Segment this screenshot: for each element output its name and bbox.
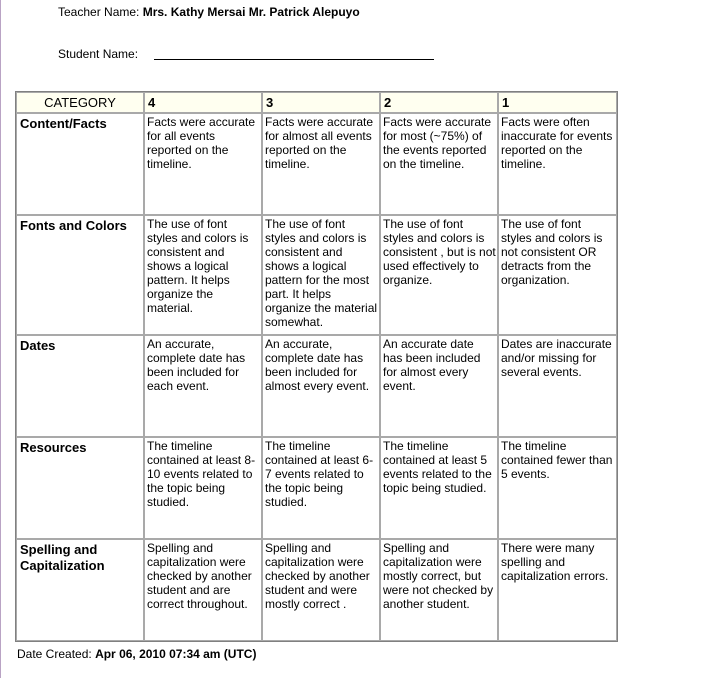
rubric-header-row (16, 92, 617, 113)
rubric-cell: The use of font styles and colors is consistent and shows a logical pattern. It helps organize the material. (144, 215, 262, 335)
teacher-name-line (58, 5, 360, 19)
student-name-label: Student Name: (58, 47, 139, 61)
teacher-name-value: Mrs. Kathy Mersai Mr. Patrick Alepuyo (142, 5, 360, 19)
rubric-cell: An accurate date has been included for almost every event. (380, 335, 498, 437)
rubric-cell: Dates are inaccurate and/or missing for several events. (498, 335, 617, 437)
rubric-cell: The timeline contained at least 8-10 events related to the topic being studied. (144, 437, 262, 539)
rubric-cell: Facts were accurate for almost all events reported on the timeline. (262, 113, 380, 215)
column-header-1: 1 (498, 92, 617, 113)
rubric-row-resources (16, 437, 617, 539)
category-dates: Dates (16, 335, 144, 437)
column-header-3: 3 (262, 92, 380, 113)
rubric-cell: The use of font styles and colors is not consistent OR detracts from the organization. (498, 215, 617, 335)
rubric-cell: The timeline contained at least 6-7 events related to the topic being studied. (262, 437, 380, 539)
student-name-blank-line (154, 59, 434, 60)
rubric-cell: An accurate, complete date has been included for almost every event. (262, 335, 380, 437)
category-fonts-colors: Fonts and Colors (16, 215, 144, 335)
rubric-table (15, 91, 618, 642)
category-resources: Resources (16, 437, 144, 539)
column-header-category: CATEGORY (16, 92, 144, 113)
rubric-cell: Facts were accurate for most (~75%) of the events reported on the timeline. (380, 113, 498, 215)
rubric-cell: Spelling and capitalization were checked by another student and are correct throughout. (144, 539, 262, 641)
left-margin-rule (0, 0, 1, 678)
category-spelling-capitalization: Spelling and Capitalization (16, 539, 144, 641)
date-created (17, 647, 256, 661)
rubric-cell: The timeline contained fewer than 5 events. (498, 437, 617, 539)
date-created-value: Apr 06, 2010 07:34 am (UTC) (95, 647, 257, 661)
rubric-cell: An accurate, complete date has been included for each event. (144, 335, 262, 437)
column-header-4: 4 (144, 92, 262, 113)
rubric-row-content-facts (16, 113, 617, 215)
rubric-cell: There were many spelling and capitalization errors. (498, 539, 617, 641)
category-content-facts: Content/Facts (16, 113, 144, 215)
rubric-cell: Facts were accurate for all events reported on the timeline. (144, 113, 262, 215)
rubric-row-spelling-capitalization (16, 539, 617, 641)
date-created-label: Date Created: (17, 647, 92, 661)
column-header-2: 2 (380, 92, 498, 113)
rubric-cell: The timeline contained at least 5 events related to the topic being studied. (380, 437, 498, 539)
teacher-name-label: Teacher Name: (58, 5, 140, 19)
rubric-row-fonts-colors (16, 215, 617, 335)
rubric-cell: Spelling and capitalization were checked by another student and were mostly correct . (262, 539, 380, 641)
rubric-row-dates (16, 335, 617, 437)
rubric-cell: Spelling and capitalization were mostly correct, but were not checked by another student. (380, 539, 498, 641)
rubric-cell: Facts were often inaccurate for events reported on the timeline. (498, 113, 617, 215)
rubric-cell: The use of font styles and colors is consistent , but is not used effectively to organize. (380, 215, 498, 335)
rubric-cell: The use of font styles and colors is consistent and shows a logical pattern for the most part. It helps organize the material somewhat. (262, 215, 380, 335)
